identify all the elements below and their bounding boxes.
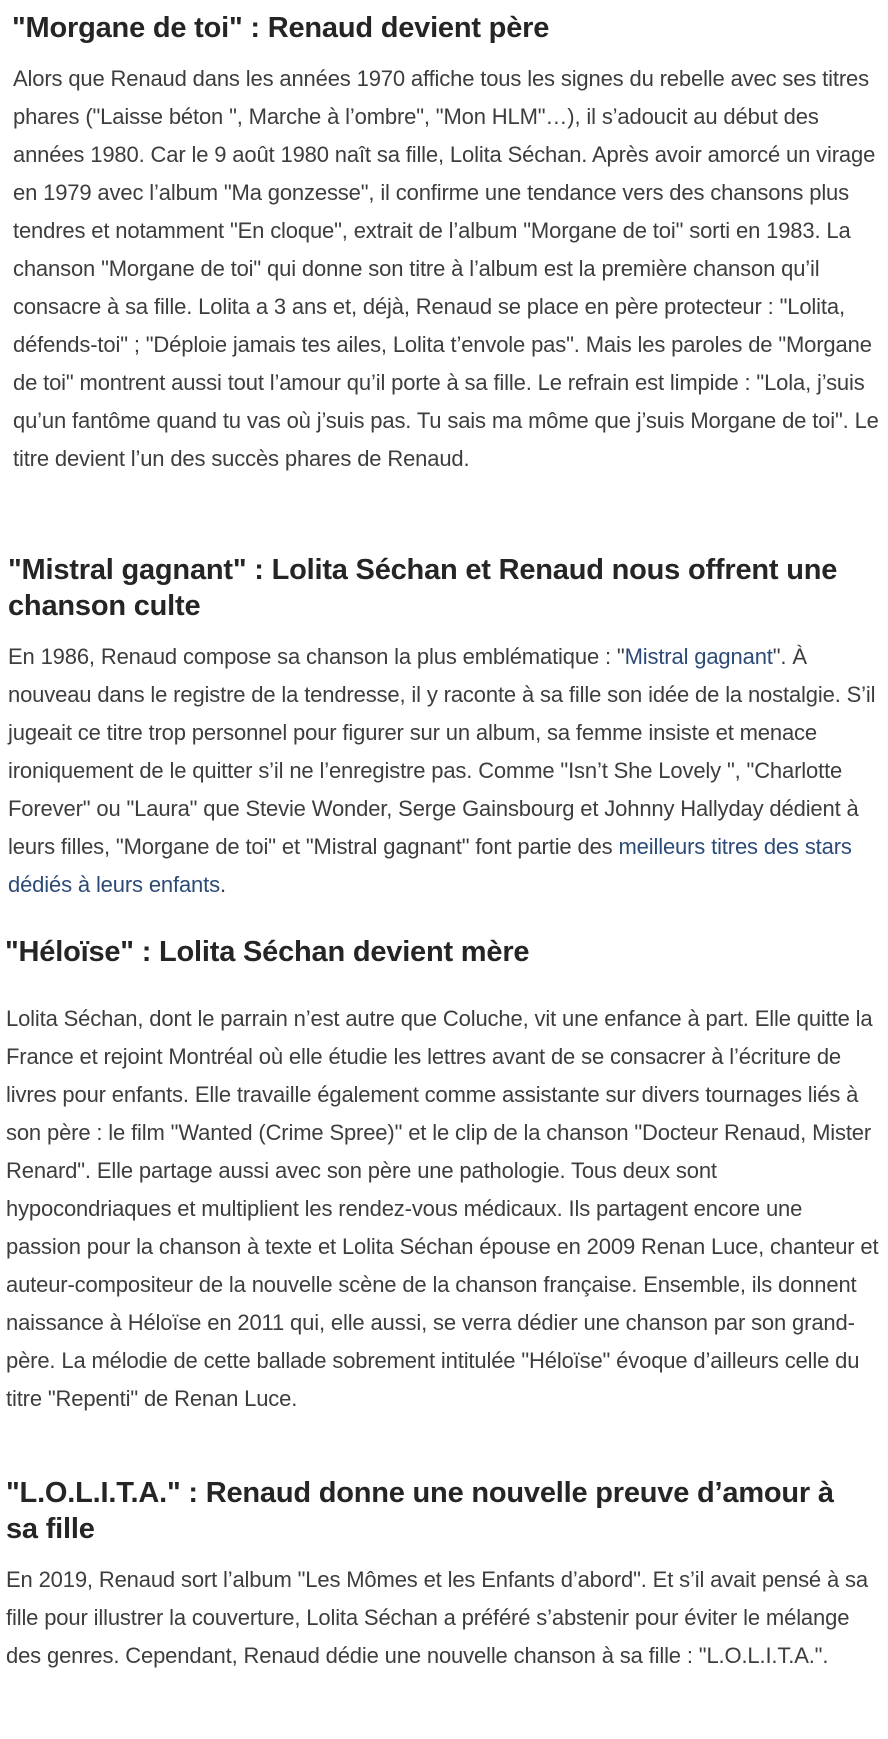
section-heading: "Héloïse" : Lolita Séchan devient mère: [5, 936, 530, 968]
section-morgane-de-toi: [0, 10, 888, 478]
section-paragraph: Lolita Séchan, dont le parrain n’est autre que Coluche, vit une enfance à part. Elle quitte la France et rejoint Montréal où elle étudie les lettres avant de se consacrer à l’écriture de livres pour enfants. Elle travaille également comme assistante sur divers tournages liés à son père : le film "Wanted (Crime Spree)" et le clip de la chanson "Docteur Renaud, Mister Renard". Elle partage aussi avec son père une pathologie. Tous deux sont hypocondriaques et multiplient les rendez-vous médicaux. Ils partagent encore une passion pour la chanson à texte et Lolita Séchan épouse en 2009 Renan Luce, chanteur et auteur-compositeur de la nouvelle scène de la chanson française. Ensemble, ils donnent naissance à Héloïse en 2011 qui, elle aussi, se verra dédier une chanson par son grand-père. La mélodie de cette ballade sobrement intitulée "Héloïse" évoque d’ailleurs celle du titre "Repenti" de Renan Luce.: [6, 1006, 879, 1411]
paragraph-text: ". À nouveau dans le registre de la tendresse, il y raconte à sa fille son idée de la nostalgie. S’il jugeait ce titre trop personnel pour figurer sur un album, sa femme insiste et menace ironiquement de le quitter s’il ne l’enregistre pas. Comme "Isn’t She Lovely ", "Charlotte Forever" ou "Laura" que Stevie Wonder, Serge Gainsbourg et Johnny Hallyday dédient à leurs filles, "Morgane de toi" et "Mistral gagnant" font partie des: [8, 644, 876, 859]
section-heading: "L.O.L.I.T.A." : Renaud donne une nouvelle preuve d’amour à sa fille: [6, 1477, 834, 1545]
paragraph-text: .: [219, 872, 226, 897]
section-paragraph: En 2019, Renaud sort l’album "Les Mômes et les Enfants d’abord". Et s’il avait pensé à sa fille pour illustrer la couverture, Lolita Séchan a préféré s’abstenir pour éviter le mélange des genres. Cependant, Renaud dédie une nouvelle chanson à sa fille : "L.O.L.I.T.A.".: [6, 1567, 868, 1668]
section-paragraph: [0, 638, 880, 904]
paragraph-text: En 1986, Renaud compose sa chanson la plus emblématique : ": [8, 644, 625, 669]
section-heading: "Morgane de toi" : Renaud devient père: [12, 12, 550, 44]
section-lolita: [0, 1475, 888, 1675]
section-heading: "Mistral gagnant" : Lolita Séchan et Renaud nous offrent une chanson culte: [8, 554, 838, 622]
section-heloise: [0, 934, 888, 1418]
section-mistral-gagnant: [0, 552, 888, 904]
mistral-gagnant-link[interactable]: Mistral gagnant: [624, 644, 773, 669]
best-songs-for-children-link[interactable]: meilleurs titres des stars dédiés à leurs enfants: [8, 834, 852, 897]
section-paragraph: Alors que Renaud dans les années 1970 affiche tous les signes du rebelle avec ses titres phares ("Laisse béton ", Marche à l’ombre", "Mon HLM"…), il s’adoucit au début des années 1980. Car le 9 août 1980 naît sa fille, Lolita Séchan. Après avoir amorcé un virage en 1979 avec l’album "Ma gonzesse", il confirme une tendance vers des chansons plus tendres et notamment "En cloque", extrait de l’album "Morgane de toi" sorti en 1983. La chanson "Morgane de toi" qui donne son titre à l’album est la première chanson qu’il consacre à sa fille. Lolita a 3 ans et, déjà, Renaud se place en père protecteur : "Lolita, défends-toi" ; "Déploie jamais tes ailes, Lolita t’envole pas". Mais les paroles de "Morgane de toi" montrent aussi tout l’amour qu’il porte à sa fille. Le refrain est limpide : "Lola, j’suis qu’un fantôme quand tu vas où j’suis pas. Tu sais ma môme que j’suis Morgane de toi". Le titre devient l’un des succès phares de Renaud.: [13, 66, 879, 471]
